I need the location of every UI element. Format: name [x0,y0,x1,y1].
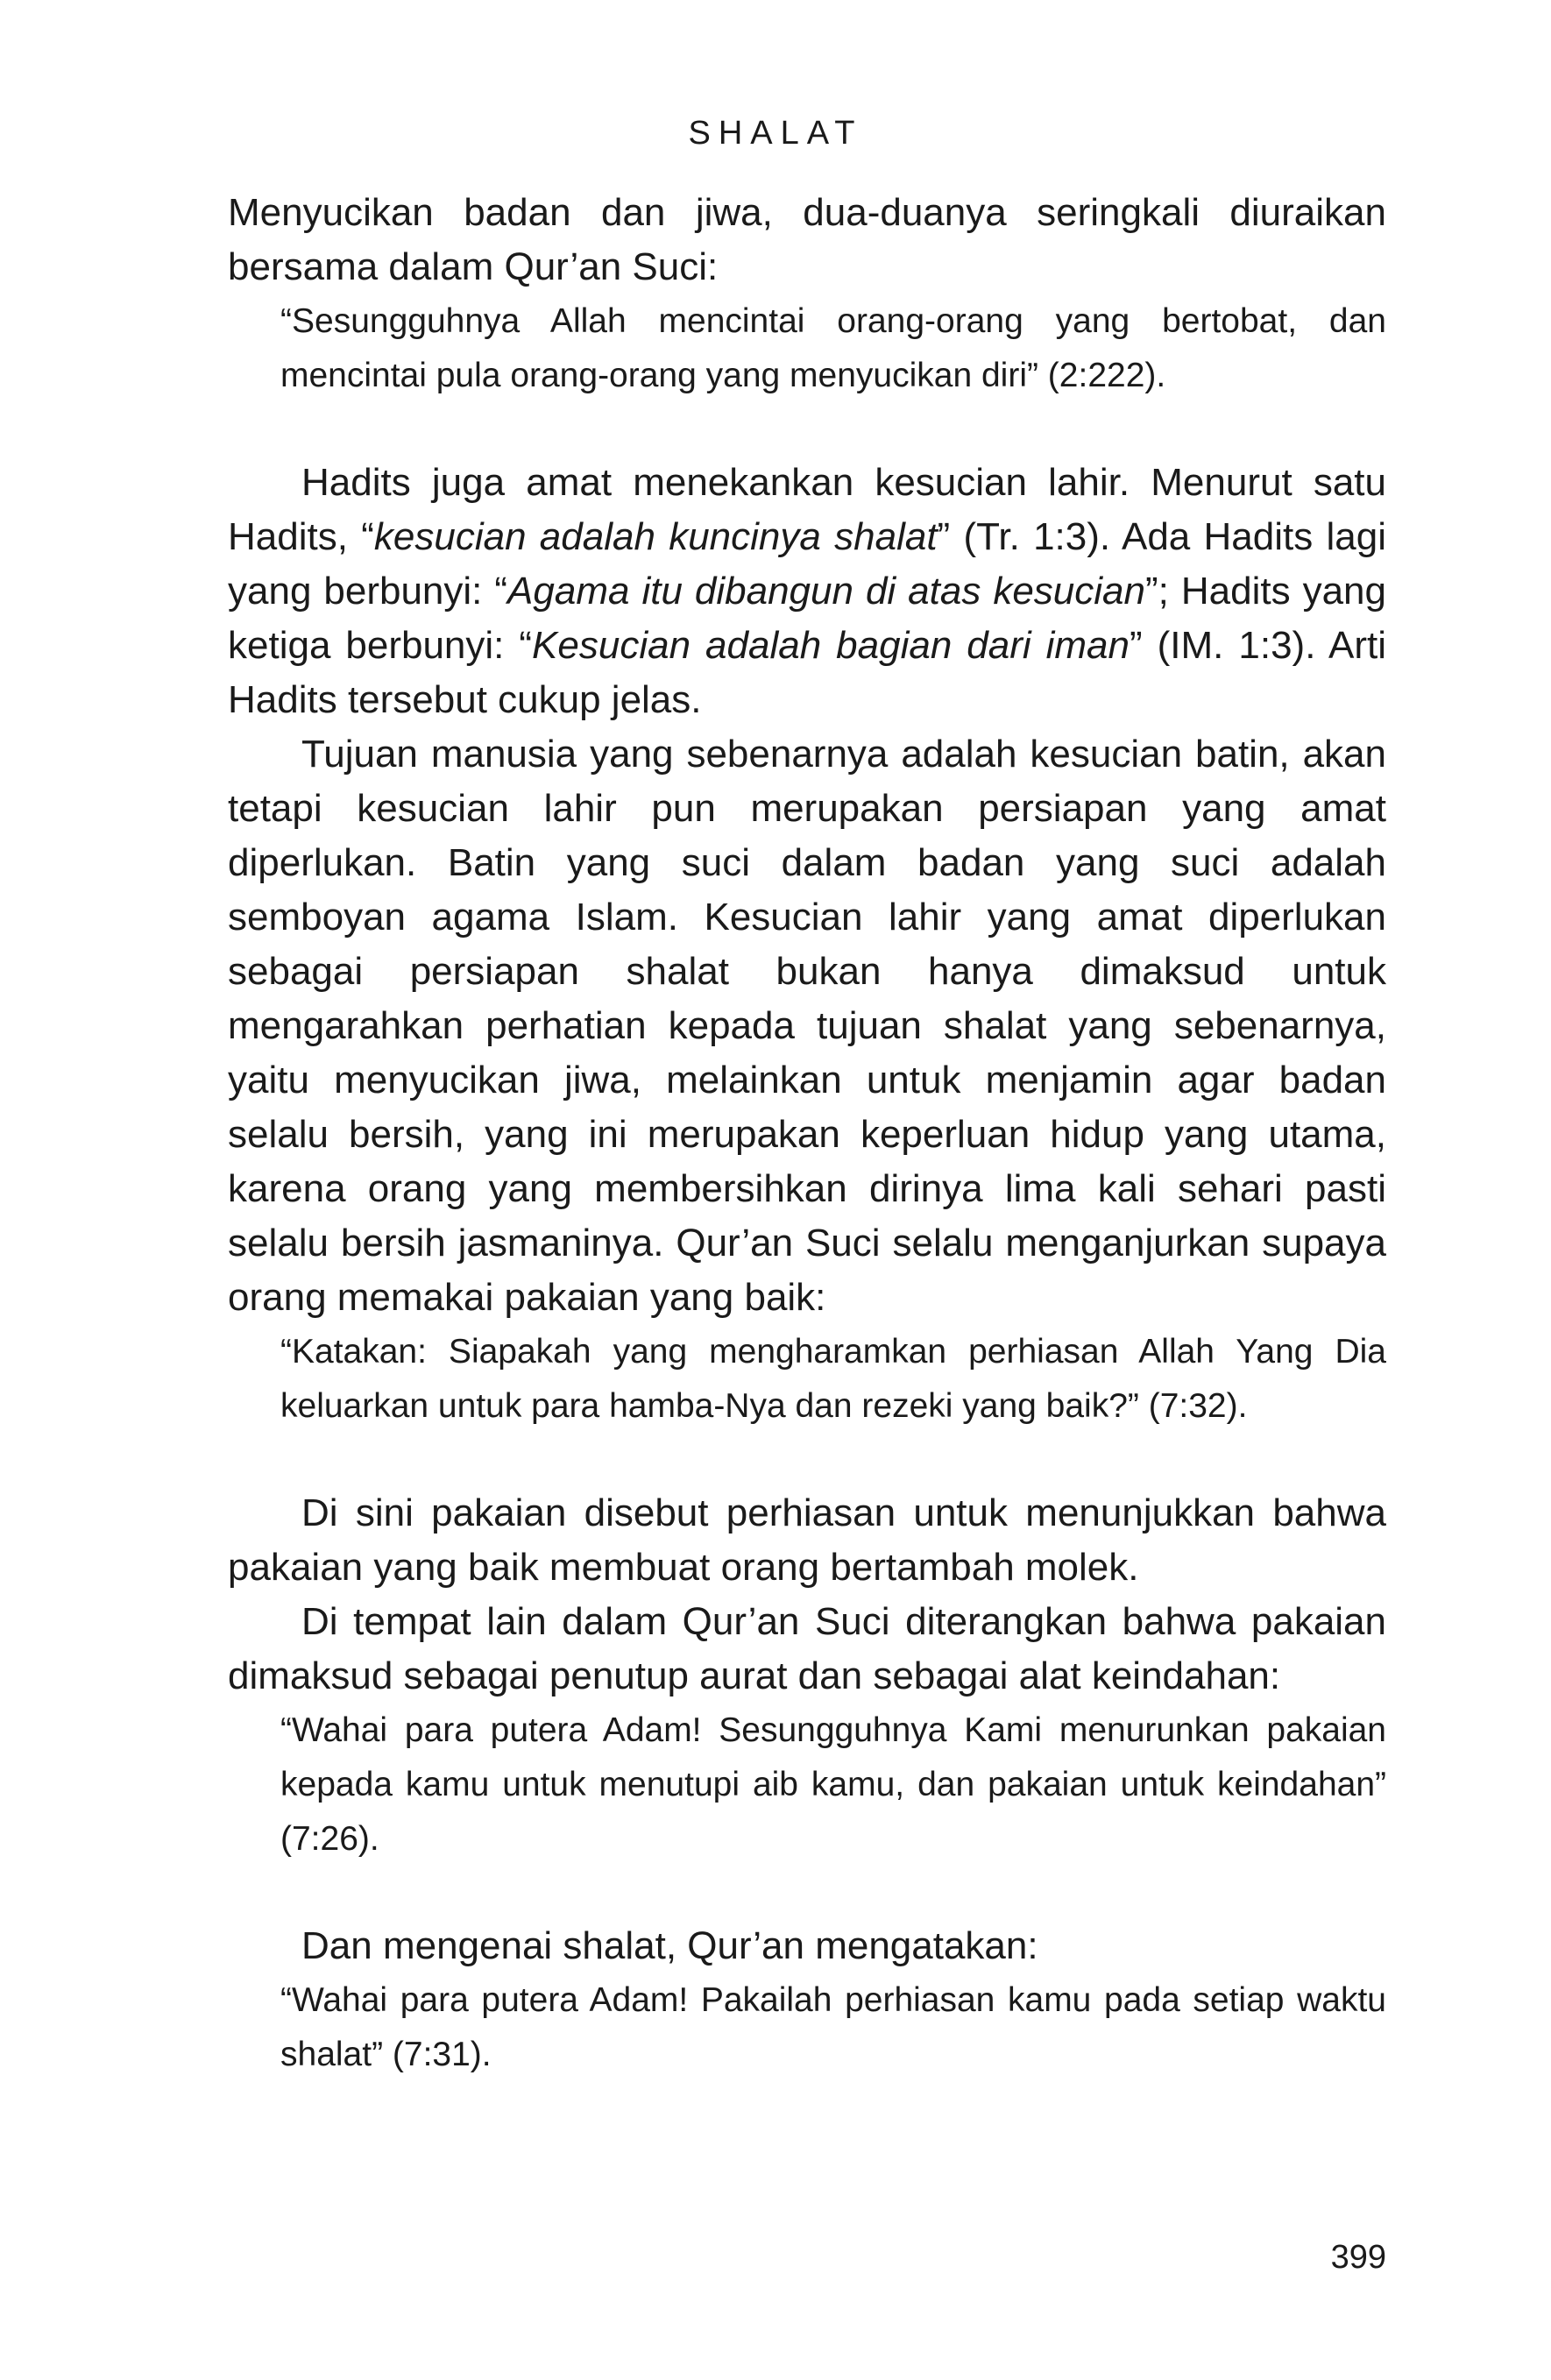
quote-2-222: “Sesungguhnya Allah mencintai orang-orang yang bertobat, dan mencintai pula orang-orang yang menyucikan diri” (2:222). [280,302,1386,394]
page-body [228,186,1386,2082]
quote-7-26: “Wahai para putera Adam! Sesungguhnya Kami menurunkan pakaian kepada kamu untuk menutupi aib kamu, dan pakaian untuk keindahan” (7:26). [280,1711,1386,1858]
paragraph-shalat: Dan mengenai shalat, Qur’an mengatakan: [301,1924,1038,1967]
paragraph-perhiasan: Di sini pakaian disebut perhiasan untuk menunjukkan bahwa pakaian yang baik membuat orang bertambah molek. [228,1491,1386,1589]
running-head: SHALAT [688,115,863,152]
quote-7-31: “Wahai para putera Adam! Pakailah perhiasan kamu pada setiap waktu shalat” (7:31). [280,1981,1386,2073]
hadits-quote-3: Kesucian adalah bagian dari iman [532,624,1130,667]
hadits-text-2: ” (Tr. 1:3). Ada Hadits lagi yang berbunyi: “ [228,515,1387,613]
hadits-text-1: Hadits juga amat menekankan kesucian lahir. Menurut satu Hadits, “ [228,461,1386,558]
paragraph-hadits [228,456,1386,727]
paragraph-tempat-lain: Di tempat lain dalam Qur’an Suci diterangkan bahwa pakaian dimaksud sebagai penutup aurat dan sebagai alat keindahan: [228,1600,1386,1697]
paragraph-intro: Menyucikan badan dan jiwa, dua-duanya seringkali diuraikan bersama dalam Qur’an Suci: [228,191,1386,288]
hadits-text-3: ”; Hadits yang ketiga berbunyi: “ [228,570,1386,667]
hadits-quote-2: Agama itu dibangun di atas kesucian [507,570,1145,613]
hadits-quote-1: kesucian adalah kuncinya shalat [373,515,938,558]
hadits-text-4: ” (IM. 1:3). Arti Hadits tersebut cukup jelas. [228,624,1386,721]
paragraph-tujuan: Tujuan manusia yang sebenarnya adalah kesucian batin, akan tetapi kesucian lahir pun merupakan persiapan yang amat diperlukan. Batin yang suci dalam badan yang suci adalah semboyan agama Islam. Kesucian lahir yang amat diperlukan sebagai persiapan shalat bukan hanya dimaksud untuk mengarahkan perhatian kepada tujuan shalat yang sebenarnya, yaitu menyucikan jiwa, melainkan untuk menjamin agar badan selalu bersih, yang ini merupakan keperluan hidup yang utama, karena orang yang membersihkan dirinya lima kali sehari pasti selalu bersih jasmaninya. Qur’an Suci selalu menganjurkan supaya orang memakai pakaian yang baik: [228,733,1386,1319]
page-number: 399 [1330,2239,1386,2276]
quote-7-32: “Katakan: Siapakah yang mengharamkan perhiasan Allah Yang Dia keluarkan untuk para hamba-Nya dan rezeki yang baik?” (7:32). [280,1333,1386,1425]
